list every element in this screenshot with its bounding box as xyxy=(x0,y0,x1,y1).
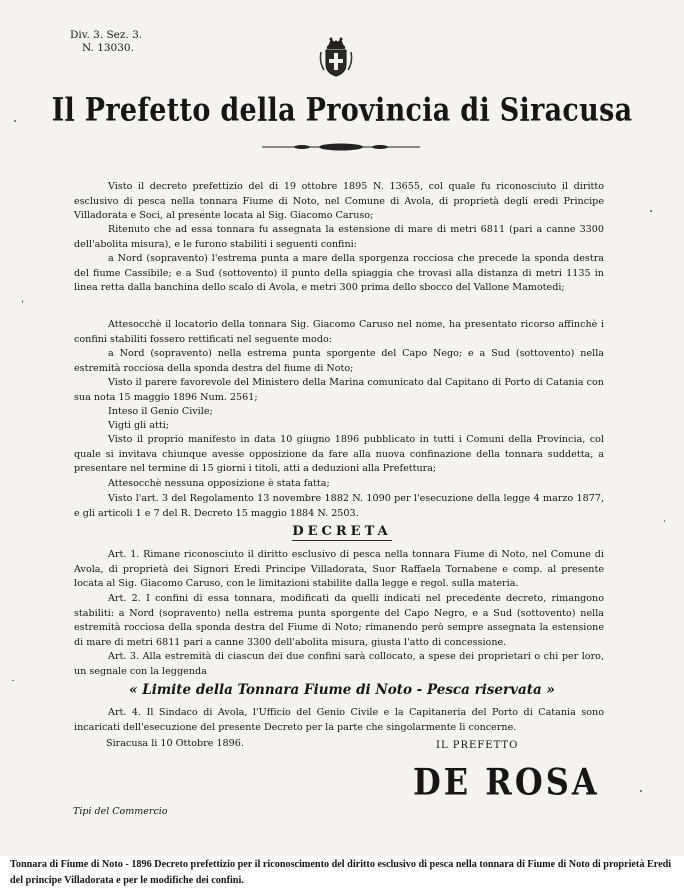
paper-speck xyxy=(12,680,14,681)
article-2: Art. 2. I confini di essa tonnara, modificati da quelli indicati nel precedente decreto, rimangono stabiliti: a Nord (sopravento) nella estrema punta sporgente del Capo Negro, e a Sud (sottovento) nella estremità rocciosa della sponda destra del Fiume di Noto; rimanendo però sempre assegnata la estensione di mare di metri 6811 pari a canne 3300 dell'abolita misura, giusta l'atto di concessione. xyxy=(74,593,604,648)
signer-role: IL PREFETTO xyxy=(436,740,519,751)
preamble-paragraph-6: Visto il parere favorevole del Ministero della Marina comunicato dal Capitano di Porto di Catania con sua nota 15 maggio 1896 Num. 2561; xyxy=(74,377,604,403)
preamble-paragraph-7: Inteso il Genio Civile; xyxy=(108,406,213,417)
article-1: Art. 1. Rimane riconosciuto il diritto esclusivo di pesca nella tonnara Fiume di Noto, nel Comune di Avola, di proprietà dei Signori Eredi Principe Villadorata, Suor Raffaela Tornabene e comp. al presente locata al Sig. Giacomo Caruso, con le limitazioni stabilite dalla legge e regol. sulla materia. xyxy=(74,549,604,590)
place-and-date: Siracusa li 10 Ottobre 1896. xyxy=(106,738,244,749)
paper-speck xyxy=(650,210,652,212)
preamble-paragraph-4: Attesocchè il locatorio della tonnara Sig. Giacomo Caruso nel nome, ha presentato ricorso affinchè i confini stabiliti fossero rettificati nel seguente modo: xyxy=(74,319,604,345)
figure-caption: Tonnara di Fiume di Noto - 1896 Decreto prefettizio per il riconoscimento del diritto esclusivo di pesca nella tonnara di Fiume di Noto di proprietà Eredi del principe Villadorata e per le modifiche dei confini. xyxy=(10,859,672,886)
preamble-paragraph-5: a Nord (sopravento) nella estrema punta sporgente del Capo Nego; e a Sud (sottovento) nella estremità rocciosa della sponda destra del fiume di Noto; xyxy=(74,348,604,374)
paper-speck xyxy=(22,300,23,303)
reference-number xyxy=(70,29,142,55)
preamble-paragraph-11: Visto l'art. 3 del Regolamento 13 novembre 1882 N. 1090 per l'esecuzione della legge 4 marzo 1877, e gli articoli 1 e 7 del R. Decreto 15 maggio 1884 N. 2503. xyxy=(74,493,604,519)
printer-credit: Tipi del Commercio xyxy=(73,806,168,817)
signer-name: DE ROSA xyxy=(413,760,600,804)
boundary-sign-legend: « Limite della Tonnara Fiume di Noto - Pesca riservata » xyxy=(129,682,555,698)
paper-speck xyxy=(664,520,665,522)
preamble-paragraph-9: Visto il proprio manifesto in data 10 giugno 1896 pubblicato in tutti i Comuni della Provincia, col quale si invitava chiunque avesse opposizione da fare alla nuova confinazione della tonnara suddetta, a presentare nel termine di 15 giorni i titoli, atti a deduzioni alla Prefettura; xyxy=(74,434,604,475)
preamble-paragraph-1: Visto il decreto prefettizio del di 19 ottobre 1895 N. 13655, col quale fu riconosciuto il diritto esclusivo di pesca nella tonnara Fiume di Noto, nel Comune di Avola, di proprietà degli eredi Principe Villadorata e Soci, al presente locata al Sig. Giacomo Caruso; xyxy=(74,181,604,222)
royal-crest-icon xyxy=(318,34,354,78)
ornamental-divider xyxy=(262,142,420,152)
decreta-underline xyxy=(292,540,392,541)
paper-speck xyxy=(14,120,16,122)
preamble-paragraph-3: a Nord (sopravento) l'estrema punta a mare della sporgenza rocciosa che precede la sponda destra del fiume Cassibile; e a Sud (sottovento) il punto della spiaggia che trovasi alla distanza di metri 1135 in linea retta dalla banchina dello scalo di Avola, e metri 300 prima dello sbocco del Vallone Mamotedi; xyxy=(74,253,604,294)
reference-protocol: N. 13030. xyxy=(82,42,134,54)
paper-speck xyxy=(640,790,642,792)
reference-division: Div. 3. Sez. 3. xyxy=(70,29,143,41)
preamble-paragraph-2: Ritenuto che ad essa tonnara fu assegnata la estensione di mare di metri 6811 (pari a canne 3300 dell'abolita misura), e le furono stabiliti i seguenti confini: xyxy=(74,224,604,250)
article-3: Art. 3. Alla estremità di ciascun dei due confini sarà collocato, a spese dei proprietari o chi per loro, un segnale con la leggenda xyxy=(74,651,604,677)
preamble-paragraph-10: Attesocchè nessuna opposizione è stata fatta; xyxy=(108,478,330,489)
document-title: Il Prefetto della Provincia di Siracusa xyxy=(51,92,633,129)
decreta-heading: DECRETA xyxy=(292,524,392,539)
article-4: Art. 4. Il Sindaco di Avola, l'Ufficio del Genio Civile e la Capitaneria del Porto di Catania sono incaricati dell'esecuzione del presente Decreto per la parte che singolarmente li concerne. xyxy=(74,707,604,733)
preamble-paragraph-8: Vigti gli atti; xyxy=(108,420,170,431)
